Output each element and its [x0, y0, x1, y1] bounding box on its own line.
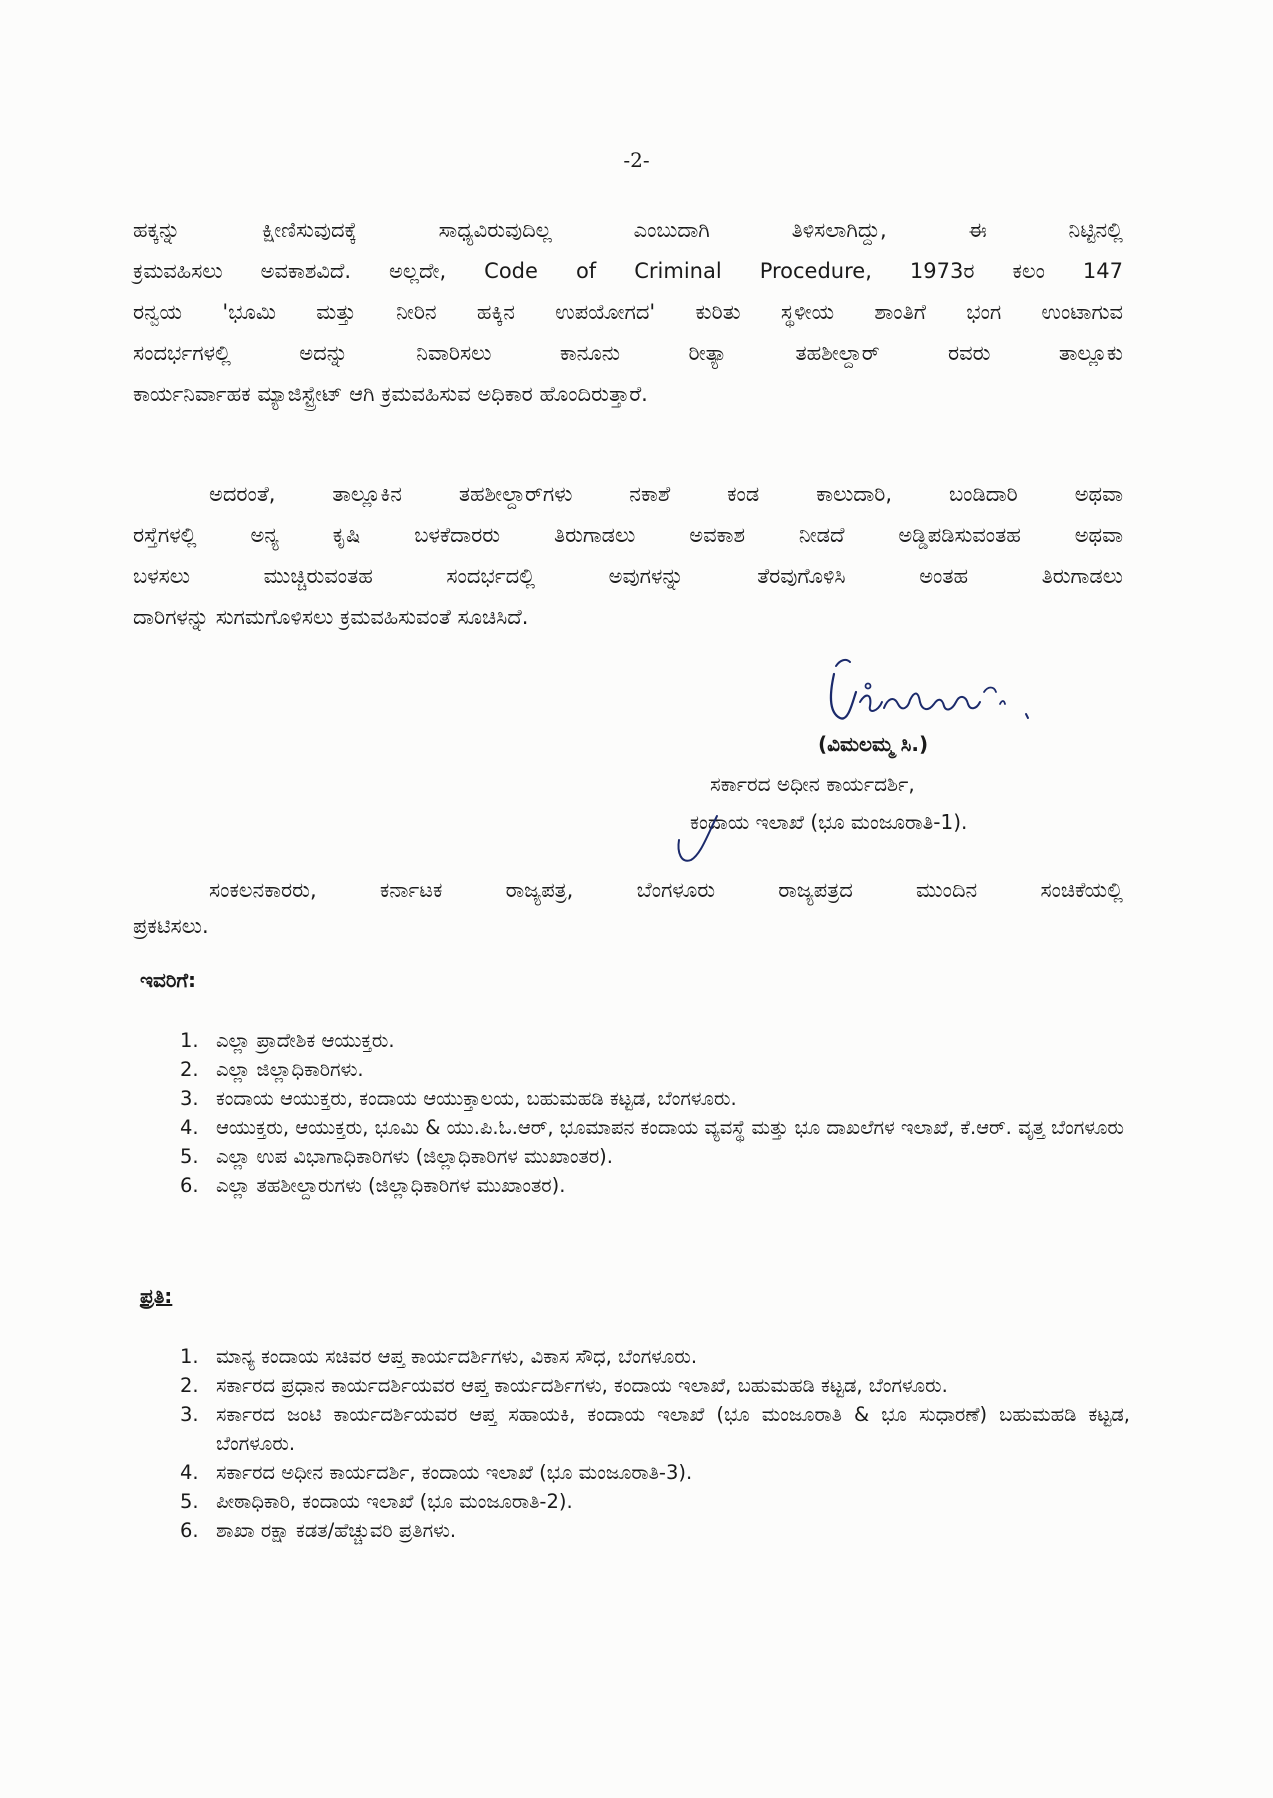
list-number: 6.	[180, 1519, 199, 1542]
list-number: 4.	[180, 1116, 199, 1139]
handwritten-signature	[822, 652, 1092, 732]
list-item	[180, 1342, 1130, 1371]
list-item	[180, 1516, 1130, 1545]
paragraph-line: ಬಳಸಲು ಮುಚ್ಚಿರುವಂತಹ ಸಂದರ್ಭದಲ್ಲಿ ಅವುಗಳನ್ನು ತೆರವುಗೊಳಿಸಿ ಅಂತಹ ತಿರುಗಾಡಲು	[133, 564, 1123, 588]
list-text: ಪೀಠಾಧಿಕಾರಿ, ಕಂದಾಯ ಇಲಾಖೆ (ಭೂ ಮಂಜೂರಾತಿ-2).	[216, 1490, 573, 1513]
list-item	[180, 1026, 1130, 1055]
list-number: 1.	[180, 1029, 199, 1052]
recipients-heading: ಇವರಿಗೆ:	[140, 968, 197, 992]
paragraph-line: ಸಂದರ್ಭಗಳಲ್ಲಿ ಅದನ್ನು ನಿವಾರಿಸಲು ಕಾನೂನು ರೀತ್ಯಾ ತಹಶೀಲ್ದಾರ್ ರವರು ತಾಲ್ಲೂಕು	[133, 341, 1123, 365]
initial-tick-mark	[673, 810, 723, 870]
list-number: 5.	[180, 1490, 199, 1513]
list-item	[180, 1400, 1130, 1458]
list-text: ಎಲ್ಲಾ ಜಿಲ್ಲಾಧಿಕಾರಿಗಳು.	[216, 1058, 364, 1081]
list-number: 3.	[180, 1403, 199, 1426]
list-text: ಶಾಖಾ ರಕ್ಷಾ ಕಡತ/ಹೆಚ್ಚುವರಿ ಪ್ರತಿಗಳು.	[216, 1519, 457, 1542]
list-text: ಎಲ್ಲಾ ಉಪ ವಿಭಾಗಾಧಿಕಾರಿಗಳು (ಜಿಲ್ಲಾಧಿಕಾರಿಗಳ ಮುಖಾಂತರ).	[216, 1145, 613, 1168]
list-item	[180, 1458, 1130, 1487]
paragraph-line: ಅದರಂತೆ, ತಾಲ್ಲೂಕಿನ ತಹಶೀಲ್ದಾರ್‌ಗಳು ನಕಾಶೆ ಕಂಡ ಕಾಲುದಾರಿ, ಬಂಡಿದಾರಿ ಅಥವಾ	[209, 482, 1123, 506]
list-item	[180, 1055, 1130, 1084]
list-text: ಸರ್ಕಾರದ ಅಧೀನ ಕಾರ್ಯದರ್ಶಿ, ಕಂದಾಯ ಇಲಾಖೆ (ಭೂ ಮಂಜೂರಾತಿ-3).	[216, 1461, 693, 1484]
list-item	[180, 1142, 1130, 1171]
paragraph-line: ಹಕ್ಕನ್ನು ಕ್ಷೀಣಿಸುವುದಕ್ಕೆ ಸಾಧ್ಯವಿರುವುದಿಲ್ಲ ಎಂಬುದಾಗಿ ತಿಳಿಸಲಾಗಿದ್ದು, ಈ ನಿಟ್ಟಿನಲ್ಲಿ	[133, 218, 1123, 242]
list-number: 3.	[180, 1087, 199, 1110]
list-number: 2.	[180, 1058, 199, 1081]
list-number: 1.	[180, 1345, 199, 1368]
paragraph-line: ದಾರಿಗಳನ್ನು ಸುಗಮಗೊಳಿಸಲು ಕ್ರಮವಹಿಸುವಂತೆ ಸೂಚಿಸಿದೆ.	[133, 605, 529, 629]
list-text: ಎಲ್ಲಾ ತಹಶೀಲ್ದಾರುಗಳು (ಜಿಲ್ಲಾಧಿಕಾರಿಗಳ ಮುಖಾಂತರ).	[216, 1174, 566, 1197]
list-text: ಆಯುಕ್ತರು, ಆಯುಕ್ತರು, ಭೂಮಿ & ಯು.ಪಿ.ಓ.ಆರ್, ಭೂಮಾಪನ ಕಂದಾಯ ವ್ಯವಸ್ಥೆ ಮತ್ತು ಭೂ ದಾಖಲೆಗಳ ಇಲಾಖೆ, ಕೆ.ಆರ್. ವೃತ್ತ ಬೆಂಗಳೂರು	[216, 1116, 1124, 1139]
list-text: ಮಾನ್ಯ ಕಂದಾಯ ಸಚಿವರ ಆಪ್ತ ಕಾರ್ಯದರ್ಶಿಗಳು, ವಿಕಾಸ ಸೌಧ, ಬೆಂಗಳೂರು.	[216, 1345, 698, 1368]
signatory-designation: ಸರ್ಕಾರದ ಅಧೀನ ಕಾರ್ಯದರ್ಶಿ,	[710, 772, 915, 796]
list-number: 6.	[180, 1174, 199, 1197]
list-text: ಸರ್ಕಾರದ ಪ್ರಧಾನ ಕಾರ್ಯದರ್ಶಿಯವರ ಆಪ್ತ ಕಾರ್ಯದರ್ಶಿಗಳು, ಕಂದಾಯ ಇಲಾಖೆ, ಬಹುಮಹಡಿ ಕಟ್ಟಡ, ಬೆಂಗಳೂರು.	[216, 1374, 948, 1397]
publication-line: ಪ್ರಕಟಿಸಲು.	[133, 914, 209, 938]
signatory-office: ಕಂದಾಯ ಇಲಾಖೆ (ಭೂ ಮಂಜೂರಾತಿ-1).	[690, 810, 968, 834]
publication-line: ಸಂಕಲನಕಾರರು, ಕರ್ನಾಟಕ ರಾಜ್ಯಪತ್ರ, ಬೆಂಗಳೂರು ರಾಜ್ಯಪತ್ರದ ಮುಂದಿನ ಸಂಚಿಕೆಯಲ್ಲಿ	[209, 878, 1123, 902]
paragraph-legal-provision	[133, 210, 1123, 415]
paragraph-line: ಕಾರ್ಯನಿರ್ವಾಹಕ ಮ್ಯಾಜಿಸ್ಟ್ರೇಟ್ ಆಗಿ ಕ್ರಮವಹಿಸುವ ಅಧಿಕಾರ ಹೊಂದಿರುತ್ತಾರೆ.	[133, 382, 648, 406]
paragraph-instruction	[133, 474, 1123, 638]
paragraph-line: ರನ್ವಯ 'ಭೂಮಿ ಮತ್ತು ನೀರಿನ ಹಕ್ಕಿನ ಉಪಯೋಗದ' ಕುರಿತು ಸ್ಥಳೀಯ ಶಾಂತಿಗೆ ಭಂಗ ಉಂಟಾಗುವ	[133, 300, 1123, 324]
recipients-list	[180, 1026, 1130, 1200]
list-item	[180, 1371, 1130, 1400]
list-item	[180, 1084, 1130, 1113]
list-text: ಎಲ್ಲಾ ಪ್ರಾದೇಶಿಕ ಆಯುಕ್ತರು.	[216, 1029, 395, 1052]
list-number: 5.	[180, 1145, 199, 1168]
copy-list	[180, 1342, 1130, 1545]
paragraph-line: ರಸ್ತೆಗಳಲ್ಲಿ ಅನ್ಯ ಕೃಷಿ ಬಳಕೆದಾರರು ತಿರುಗಾಡಲು ಅವಕಾಶ ನೀಡದೆ ಅಡ್ಡಿಪಡಿಸುವಂತಹ ಅಥವಾ	[133, 523, 1123, 547]
publication-note	[133, 870, 1123, 941]
list-text: ಕಂದಾಯ ಆಯುಕ್ತರು, ಕಂದಾಯ ಆಯುಕ್ತಾಲಯ, ಬಹುಮಹಡಿ ಕಟ್ಟಡ, ಬೆಂಗಳೂರು.	[216, 1087, 737, 1110]
list-number: 2.	[180, 1374, 199, 1397]
list-item	[180, 1171, 1130, 1200]
copy-heading: ಪ್ರತಿ:	[140, 1284, 173, 1308]
list-number: 4.	[180, 1461, 199, 1484]
list-text: ಸರ್ಕಾರದ ಜಂಟಿ ಕಾರ್ಯದರ್ಶಿಯವರ ಆಪ್ತ ಸಹಾಯಕಿ, ಕಂದಾಯ ಇಲಾಖೆ (ಭೂ ಮಂಜೂರಾತಿ & ಭೂ ಸುಧಾರಣೆ) ಬಹುಮಹಡಿ ಕಟ್ಟಡ, ಬೆಂಗಳೂರು.	[216, 1403, 1130, 1455]
page-number: -2-	[623, 148, 650, 172]
list-item	[180, 1113, 1130, 1142]
signatory-name: (ವಿಮಲಮ್ಮ ಸಿ.)	[818, 732, 929, 756]
paragraph-line: ಕ್ರಮವಹಿಸಲು ಅವಕಾಶವಿದೆ. ಅಲ್ಲದೇ, Code of Criminal Procedure, 1973ರ ಕಲಂ 147	[133, 259, 1123, 283]
list-item	[180, 1487, 1130, 1516]
